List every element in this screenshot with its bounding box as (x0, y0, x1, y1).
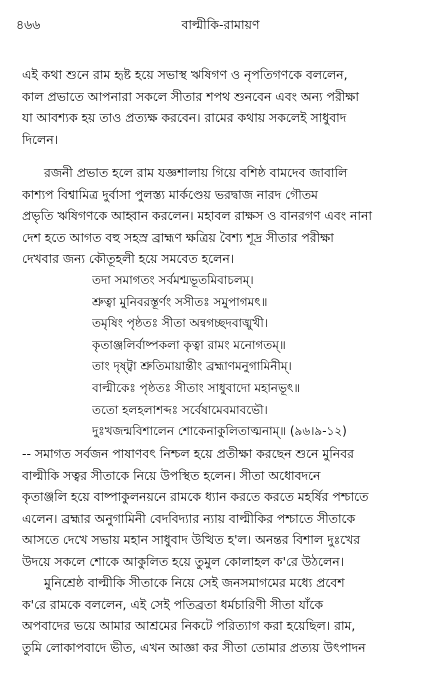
text-line: যা আবশ্যক হয় তাও প্রত্যক্ষ করবেন। রামের কথায় সকলেই সাধুবাদ (22, 110, 347, 125)
text-line: আসতে দেখে সভায় মহান সাধুবাদ উত্থিত হ'ল। অনন্তর বিশাল দুঃখের (22, 532, 361, 547)
verse-line: শ্রুত্বা মুনিবরস্তূর্ণং সসীতঃ সমুপাগমৎ॥ (92, 294, 268, 309)
verse-line: তমৃষিং পৃষ্ঠতঃ সীতা অন্বগচ্ছদবাঙ্মুখী। (92, 316, 269, 331)
sanskrit-verse (92, 270, 432, 443)
text-line: তুমি লোকাপবাদে ভীত, এখন আজ্ঞা কর সীতা তোমার প্রত্যয় উৎপাদন (22, 639, 366, 655)
paragraph-1 (22, 64, 427, 150)
text-line: দিলেন। (22, 131, 59, 147)
paragraph-4 (22, 572, 427, 658)
verse-line: ততো হলহলাশব্দঃ সর্বেষামেবমাবভৌ। (92, 402, 268, 417)
running-title: বাল্মীকি-রামায়ণ (181, 17, 260, 32)
text-line: ক'রে রামকে বললেন, এই সেই পতিব্রতা ধর্মচারিণী সীতা যাঁকে (22, 596, 324, 612)
text-line: কৃতাঞ্জলি হয়ে বাষ্পাকুলনয়নে রামকে ধ্যান করতে করতে মহর্ষির পশ্চাতে (22, 489, 369, 504)
text-line: অপবাদের ভয়ে আমার আশ্রমের নিকটে পরিত্যাগ করা হয়েছিল। রাম, (22, 618, 356, 633)
text-line: প্রভৃতি ঋষিগণকে আহ্বান করলেন। মহাবল রাক্ষস ও বানরগণ এবং নানা (22, 208, 372, 223)
text-line: রজনী প্রভাত হলে রাম যজ্ঞশালায় গিয়ে বশিষ্ঠ বামদেব জাবালি (44, 165, 348, 180)
text-line: এলেন। ব্রহ্মার অনুগামিনী বেদবিদ্যার ন্যায় বাল্মীকির পশ্চাতে সীতাকে (22, 510, 356, 526)
paragraph-2 (22, 162, 427, 270)
text-line: এই কথা শুনে রাম হৃষ্ট হয়ে সভাস্থ ঋষিগণ ও নৃপতিগণকে বললেন, (22, 67, 348, 82)
text-line: কাল প্রভাতে আপনারা সকলে সীতার শপথ শুনবেন এবং অন্য পরীক্ষা (22, 88, 359, 104)
text-line: দেখবার জন্য কৌতূহলী হয়ে সমবেত হলেন। (22, 251, 235, 266)
paragraph-3 (22, 443, 427, 572)
text-line: বাল্মীকি সত্বর সীতাকে নিয়ে উপস্থিত হলেন। সীতা অধোবদনে (22, 467, 321, 483)
page-number: ৪৬৬ (16, 17, 41, 32)
verse-line: কৃতাঞ্জলির্বাষ্পকলা কৃত্বা রামং মনোগতম্॥ (92, 337, 286, 352)
verse-line: তদা সমাগতং সর্বমশ্মভূতমিবাচলম্। (92, 273, 254, 287)
verse-line: তাং দৃষ্ট্বা শ্রুতিমায়ান্তীং ব্রহ্মাণমনুগামিনীম্। (92, 359, 292, 374)
verse-line: দুঃখজন্মবিশালেন শোকেনাকুলিতাত্মনাম্॥ (৯৬।৯-১২) (92, 424, 347, 439)
text-line: -- সমাগত সর্বজন পাষাণবৎ নিশ্চল হয়ে প্রতীক্ষা করছেন শুনে মুনিবর (22, 446, 354, 461)
text-line: উদয়ে সকলে শোকে আকুলিত হয়ে তুমুল কোলাহল ক'রে উঠলেন। (22, 553, 345, 569)
text-line: কাশ্যপ বিশ্বামিত্র দুর্বাসা পুলস্ত্য মার্কণ্ডেয় ভরদ্বাজ নারদ গৌতম (22, 186, 318, 202)
text-line: মুনিশ্রেষ্ঠ বাল্মীকি সীতাকে নিয়ে সেই জনসমাগমের মধ্যে প্রবেশ (44, 575, 345, 590)
text-line: দেশ হতে আগত বহু সহস্র ব্রাহ্মণ ক্ষত্রিয় বৈশ্য শূদ্র সীতার পরীক্ষা (22, 229, 334, 245)
verse-line: বাল্মীকেঃ পৃষ্ঠতঃ সীতাং সাধুবাদো মহানভূৎ॥ (92, 380, 301, 395)
page-header (14, 16, 427, 34)
